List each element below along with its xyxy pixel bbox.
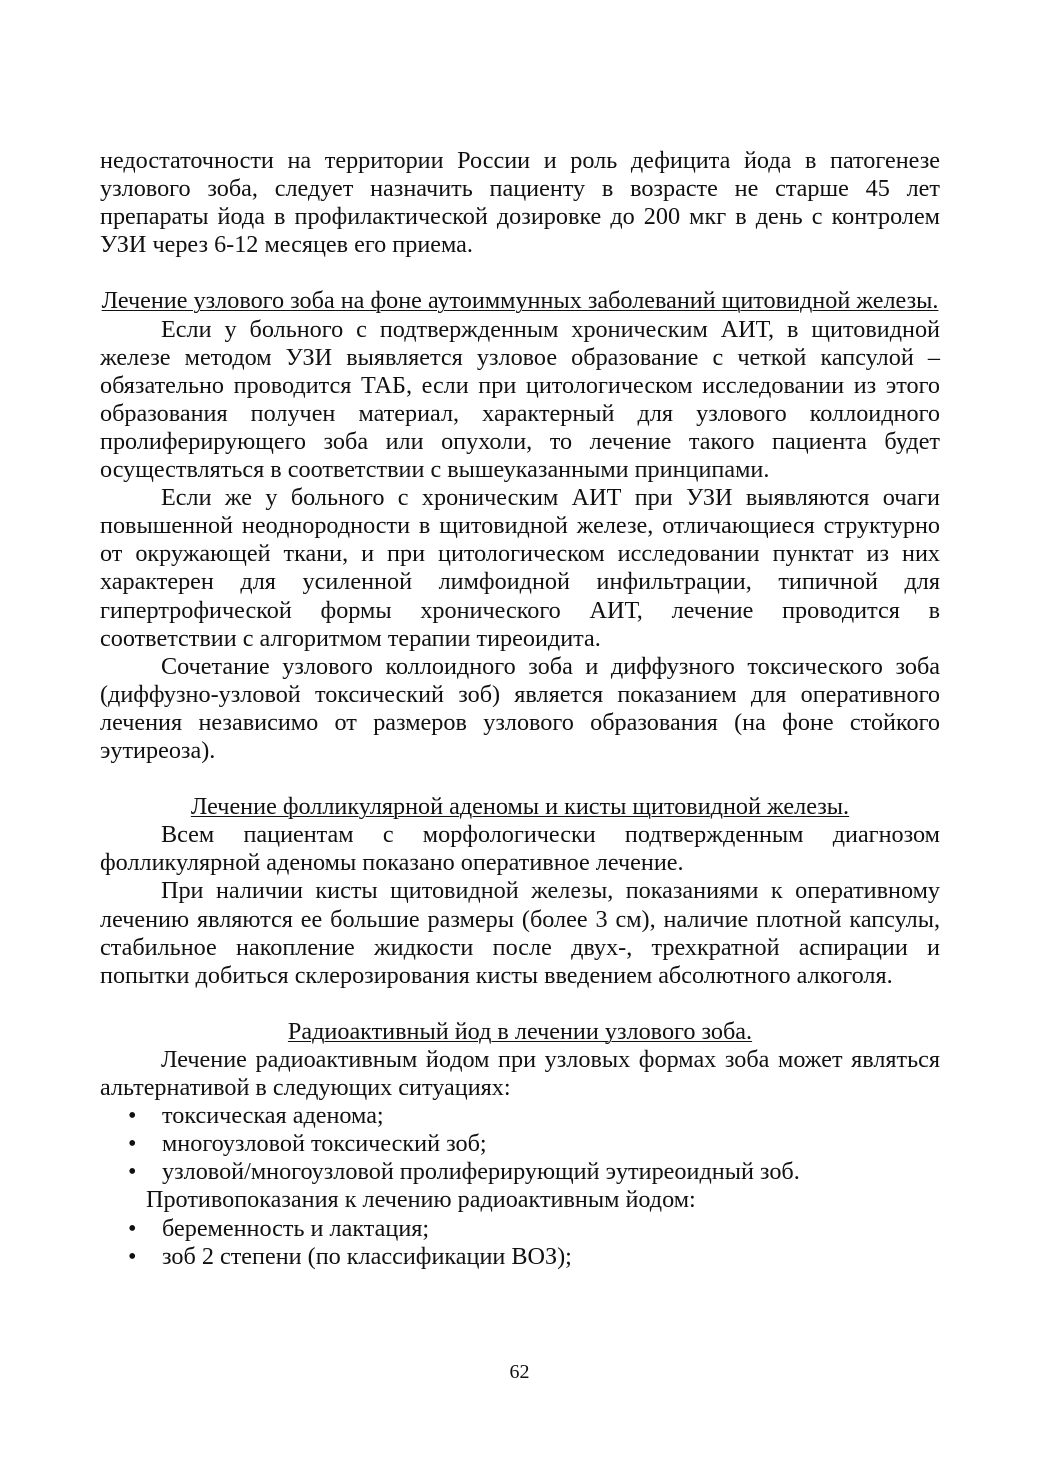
list-item xyxy=(100,1158,940,1186)
page-number: 62 xyxy=(509,1361,530,1383)
paragraph-follicular-adenoma: Всем пациентам с морфологически подтвержденным диагнозом фолликулярной аденомы показано оперативное лечение. xyxy=(100,821,940,877)
heading-radioactive-iodine: Радиоактивный йод в лечении узлового зоба. xyxy=(287,1017,753,1045)
list-item xyxy=(100,1215,940,1243)
heading-follicular-adenoma-cyst: Лечение фолликулярной аденомы и кисты щитовидной железы. xyxy=(190,793,850,821)
paragraph-ait-heterogeneity: Если же у больного с хроническим АИТ при УЗИ выявляются очаги повышенной неоднородности в щитовидной железе, отличающиеся структурно от окружающей ткани, и при цитологическом исследовании пунктат из них характерен для усиленной лимфоидной инфильтрации, типичной для гипертрофической формы хронического АИТ, лечение проводится в соответствии с алгоритмом терапии тиреоидита. xyxy=(100,484,940,652)
page-content xyxy=(100,147,940,1271)
paragraph-ait-nodule-capsule: Если у больного с подтвержденным хроническим АИТ, в щитовидной железе методом УЗИ выявляется узловое образование с четкой капсулой – обязательно проводится ТАБ, если при цитологическом исследовании из этого образования получен материал, характерный для узлового коллоидного пролиферирующего зоба или опухоли, то лечение такого пациента будет осуществляться в соответствии с вышеуказанными принципами. xyxy=(100,315,940,484)
paragraph-iodine-deficiency: недостаточности на территории России и роль дефицита йода в патогенезе узлового зоба, следует назначить пациенту в возрасте не старше 45 лет препараты йода в профилактической дозировке до 200 мкг в день с контролем УЗИ через 6-12 месяцев его приема. xyxy=(100,147,940,259)
list-item xyxy=(100,1243,940,1271)
paragraph-radioiodine-alternative: Лечение радиоактивным йодом при узловых формах зоба может являться альтернативой в следующих ситуациях: xyxy=(100,1046,940,1102)
contraindications-list xyxy=(100,1215,940,1271)
bullet-icon: • xyxy=(128,1158,137,1186)
list-item-text: зоб 2 степени (по классификации ВОЗ); xyxy=(162,1242,572,1270)
list-item-text: многоузловой токсический зоб; xyxy=(162,1130,487,1158)
paragraph-diffuse-nodular-goiter: Сочетание узлового коллоидного зоба и диффузного токсического зоба (диффузно-узловой токсический зоб) является показанием для оперативного лечения независимо от размеров узлового образования (на фоне стойкого эутиреоза). xyxy=(100,652,940,764)
list-item xyxy=(100,1130,940,1158)
indications-list xyxy=(100,1102,940,1186)
list-item-text: токсическая аденома; xyxy=(162,1102,384,1130)
bullet-icon: • xyxy=(128,1130,137,1158)
bullet-icon: • xyxy=(128,1102,137,1130)
heading-autoimmune-treatment: Лечение узлового зоба на фоне аутоиммунных заболеваний щитовидной железы. xyxy=(101,287,939,315)
list-item xyxy=(100,1102,940,1130)
list-item-text: беременность и лактация; xyxy=(162,1214,430,1242)
bullet-icon: • xyxy=(128,1214,137,1242)
list-item-text: узловой/многоузловой пролиферирующий эутиреоидный зоб. xyxy=(162,1158,800,1186)
bullet-icon: • xyxy=(128,1242,137,1270)
paragraph-contraindications: Противопоказания к лечению радиоактивным йодом: xyxy=(146,1186,696,1214)
paragraph-thyroid-cyst: При наличии кисты щитовидной железы, показаниями к оперативному лечению являются ее большие размеры (более 3 см), наличие плотной капсулы, стабильное накопление жидкости после двух-, трехкратной аспирации и попытки добиться склерозирования кисты введением абсолютного алкоголя. xyxy=(100,877,940,989)
